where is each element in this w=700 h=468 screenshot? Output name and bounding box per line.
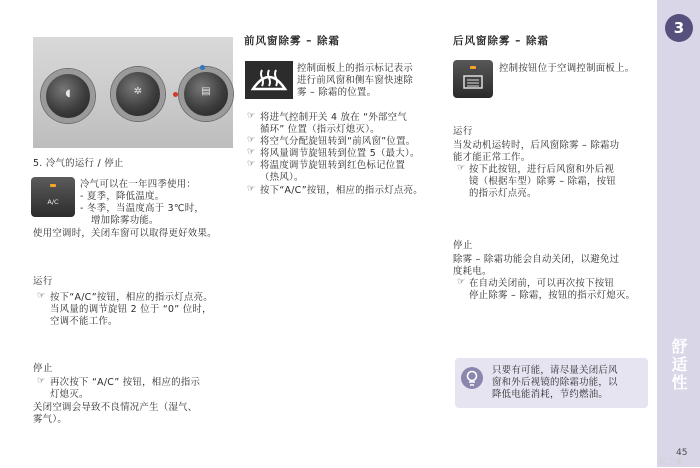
rear-run-title: 运行	[453, 126, 473, 137]
rear-stop-title: 停止	[453, 240, 473, 251]
rear-run-line: 的指示灯点亮。	[469, 188, 537, 199]
rear-run-line: 按下此按钮，进行后风窗和外后视	[469, 164, 615, 175]
ac-stop-tail: 关闭空调会导致不良情况产生（湿气、	[33, 402, 198, 413]
ac-button-label: A/C	[47, 198, 59, 206]
rear-run-text: 当发动机运转时，后风窗除雾 – 除霜功	[453, 140, 620, 151]
ac-button-icon	[31, 177, 75, 217]
rear-stop-text: 度耗电。	[453, 266, 492, 277]
front-step-line: 将温度调节旋钮转到红色标记位置	[260, 160, 406, 171]
front-defrost-desc: 雾 – 除霜的位置。	[297, 87, 377, 98]
chapter-sidebar	[657, 0, 700, 467]
indicator-light-icon	[50, 184, 56, 187]
page-number: 45	[676, 448, 688, 458]
eco-note-line: 只要有可能，请尽量关闭后风	[492, 365, 618, 376]
ac-run-title: 运行	[33, 276, 53, 287]
front-step-line: 按下“A/C”按钮，相应的指示灯点亮。	[260, 185, 423, 196]
bullet-icon: ☞	[247, 111, 256, 121]
ac-intro-line: 冷气可以在一年四季使用：	[80, 179, 197, 190]
bullet-icon: ☞	[457, 277, 466, 287]
indicator-light-icon	[470, 66, 476, 69]
defrost-symbol-icon	[245, 61, 293, 99]
chapter-number-badge: 3	[665, 14, 693, 42]
front-defrost-heading: 前风窗除雾 – 除霜	[244, 35, 341, 47]
rear-stop-line: 在自动关闭前，可以再次按下按钮	[469, 278, 615, 289]
rear-defrost-button-icon	[453, 60, 493, 98]
watermark: 车之家	[657, 458, 685, 468]
fan-knob: ◖	[41, 69, 95, 123]
bullet-icon: ☞	[247, 147, 256, 157]
front-step-line: 将进气控制开关 4 放在 “外部空气	[260, 112, 408, 123]
ac-stop-title: 停止	[33, 363, 53, 374]
rear-defrost-desc: 控制按钮位于空调控制面板上。	[499, 63, 635, 74]
ac-run-line: 按下“A/C”按钮，相应的指示灯点亮。	[50, 292, 213, 303]
ac-intro-line: 增加除雾功能。	[91, 215, 159, 226]
windscreen-defrost-icon	[245, 61, 293, 99]
ac-run-line: 当风量的调节旋钮 2 位于 “0” 位时，	[50, 304, 212, 315]
bullet-icon: ☞	[457, 163, 466, 173]
front-step-line: 循环” 位置（指示灯熄灭）。	[260, 124, 380, 135]
bullet-icon: ☞	[247, 135, 256, 145]
rear-window-symbol-icon	[463, 75, 483, 89]
rear-run-line: 镜（根据车型）除雾 – 除霜，按钮	[469, 176, 616, 187]
eco-note-line: 窗和外后视镜的除霜功能，以	[492, 377, 618, 388]
rear-stop-line: 停止除雾 – 除霜，按钮的指示灯熄灭。	[469, 290, 636, 301]
ac-knob: ✲	[111, 67, 165, 121]
ac-intro-line: - 冬季，当温度高于 3℃时，	[80, 203, 205, 214]
climate-panel-photo	[33, 37, 233, 148]
eco-note-box	[455, 358, 648, 408]
eco-note-line: 降低电能消耗，节约燃油。	[492, 389, 609, 400]
ac-stop-line: 再次按下 “A/C” 按钮，相应的指示	[50, 377, 201, 388]
bullet-icon: ☞	[247, 159, 256, 169]
ac-run-line: 空调不能工作。	[50, 316, 118, 327]
ac-stop-line: 灯熄灭。	[50, 389, 89, 400]
bullet-icon: ☞	[247, 184, 256, 194]
front-step-line: 将风量调节旋钮转到位置 5（最大）。	[260, 148, 420, 159]
temperature-knob: ▤	[179, 67, 233, 121]
eco-tip-icon	[461, 367, 483, 389]
hot-marker-icon	[173, 92, 178, 97]
chapter-title: 舒适性	[669, 338, 688, 392]
front-step-line: （热风）。	[260, 172, 304, 183]
rear-defrost-heading: 后风窗除雾 – 除霜	[453, 35, 550, 47]
front-step-line: 将空气分配旋钮转到“前风窗”位置。	[260, 136, 416, 147]
rear-stop-text: 除雾 – 除霜功能会自动关闭，以避免过	[453, 254, 620, 265]
ac-intro-tail: 使用空调时，关闭车窗可以取得更好效果。	[33, 228, 217, 239]
rear-run-text: 能才能正常工作。	[453, 152, 531, 163]
cold-marker-icon	[200, 65, 205, 70]
front-defrost-desc: 控制面板上的指示标记表示	[297, 63, 414, 74]
bullet-icon: ☞	[37, 291, 46, 301]
front-defrost-desc: 进行前风窗和侧车窗快速除	[297, 75, 414, 86]
bullet-icon: ☞	[37, 376, 46, 386]
ac-stop-tail: 雾气）。	[33, 414, 68, 425]
ac-section-heading: 5. 冷气的运行 / 停止	[33, 158, 124, 169]
ac-intro-line: - 夏季，降低温度。	[80, 191, 165, 202]
